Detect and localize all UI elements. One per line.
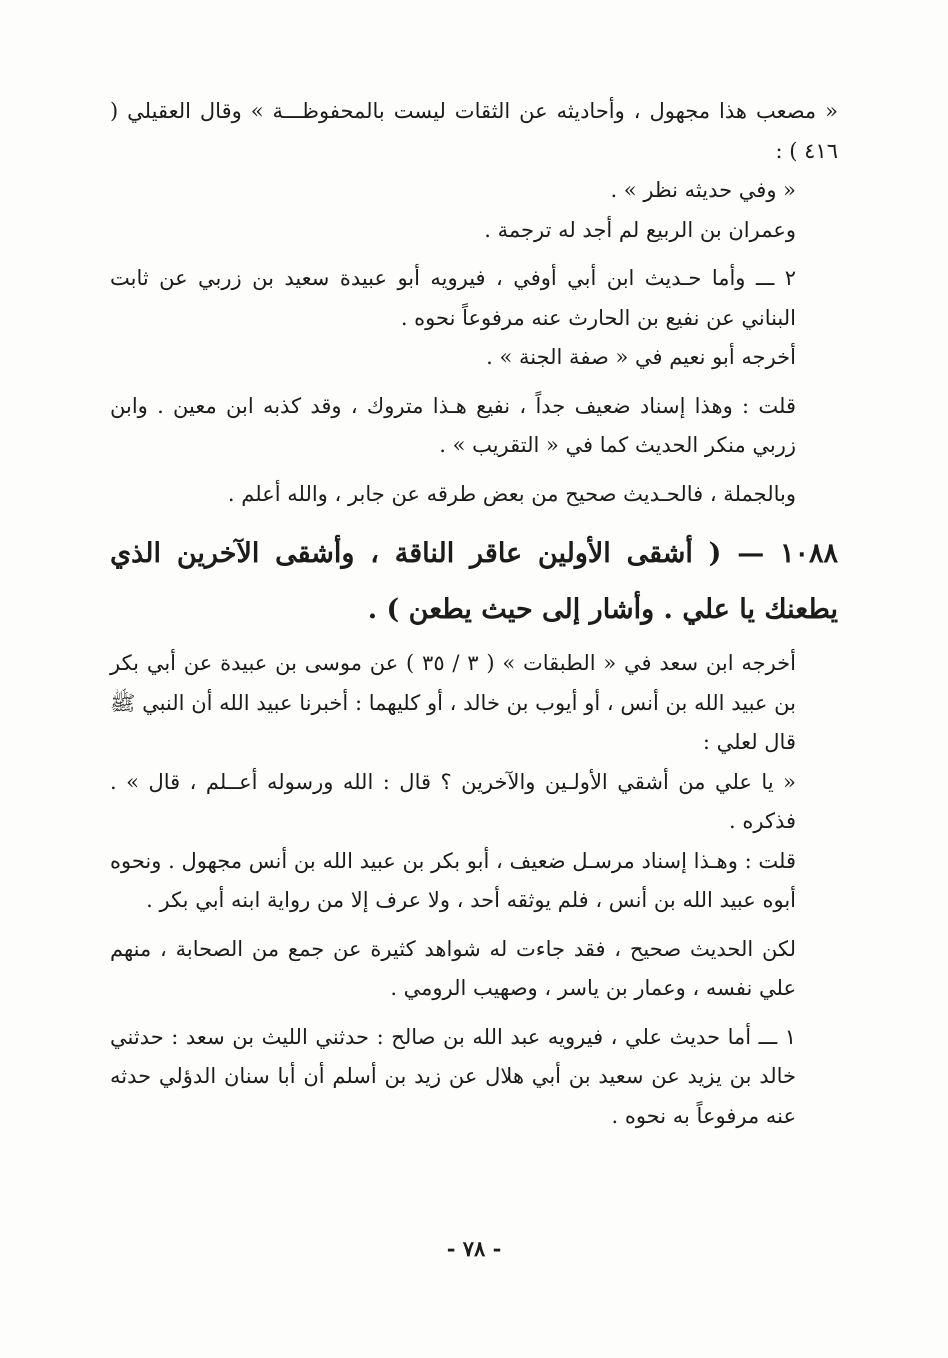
paragraph-ali-hadith: ١ ـــ أما حديث علي ، فيرويه عبد الله بن صالح : حدثني الليث بن سعد : حدثني خالد بن يزيد عن سعيد بن أبي هلال عن زيد بن أسلم أن أبا سنان الدؤلي حدثه عنه مرفوعاً به نحوه . [110, 1024, 796, 1128]
paragraph-ya-ali-quote: « يا علي من أشقي الأولـين والآخرين ؟ قال : الله ورسوله أعــلم ، قال » . فذكره . [110, 769, 796, 833]
paragraph-musab-quote: « مصعب هذا مجهول ، وأحاديثه عن الثقات ليست بالمحفوظـــة » وقال العقيلي ( ٤١٦ ) : [110, 99, 838, 163]
paragraph-conclusion: وبالجملة ، فالحـديث صحيح من بعض طرقه عن جابر ، والله أعلم . [227, 481, 796, 506]
paragraph-isnad-weak: قلت : وهذا إسناد ضعيف جداً ، نفيع هـذا متروك ، وقد كذبه ابن معين . وابن زربي منكر الحديث كما في « التقريب » . [110, 393, 796, 457]
paragraph-mursal-weak: قلت : وهـذا إسناد مرسـل ضعيف ، أبو بكر بن عبيد الله بن أنس مجهول . ونحوه أبوه عبيد الله بن أنس ، فلم يوثقه أحد ، ولا عرف إلا من رواية ابنه أبي بكر . [110, 848, 796, 912]
paragraph-ibn-sad: أخرجه ابن سعد في « الطبقات » ( ٣ / ٣٥ ) عن موسى بن عبيدة عن أبي بكر بن عبيد الله بن أنس ، أو أيوب بن خالد ، أو كليهما : أخبرنا عبيد الله أن النبي ﷺ قال لعلي : [110, 651, 796, 754]
hadith-heading-1088: ١٠٨٨ — ( أشقى الأولين عاقر الناقة ، وأشقى الآخرين الذي يطعنك يا علي . وأشار إلى حيث يطعن ) . [110, 538, 838, 625]
page-number: - ٧٨ - [446, 1236, 502, 1261]
paragraph-abu-nuaym: أخرجه أبو نعيم في « صفة الجنة » . [486, 345, 796, 369]
paragraph-ibn-abi-awfa: ٢ ـــ وأما حـديث ابن أبي أوفي ، فيرويه أبو عبيدة سعيد بن زربي عن ثابت البناني عن نفيع بن الحارث عنه مرفوعاً نحوه . [110, 266, 796, 330]
page-body [110, 92, 838, 1136]
paragraph-uqayli-quote: « وفي حديثه نظر » . [610, 178, 796, 202]
paragraph-imran-note: وعمران بن الربيع لم أجد له ترجمة . [484, 217, 796, 242]
paragraph-witnesses: لكن الحديث صحيح ، فقد جاءت له شواهد كثيرة عن جمع من الصحابة ، منهم علي نفسه ، وعمار بن ياسر ، وصهيب الرومي . [110, 936, 796, 1000]
